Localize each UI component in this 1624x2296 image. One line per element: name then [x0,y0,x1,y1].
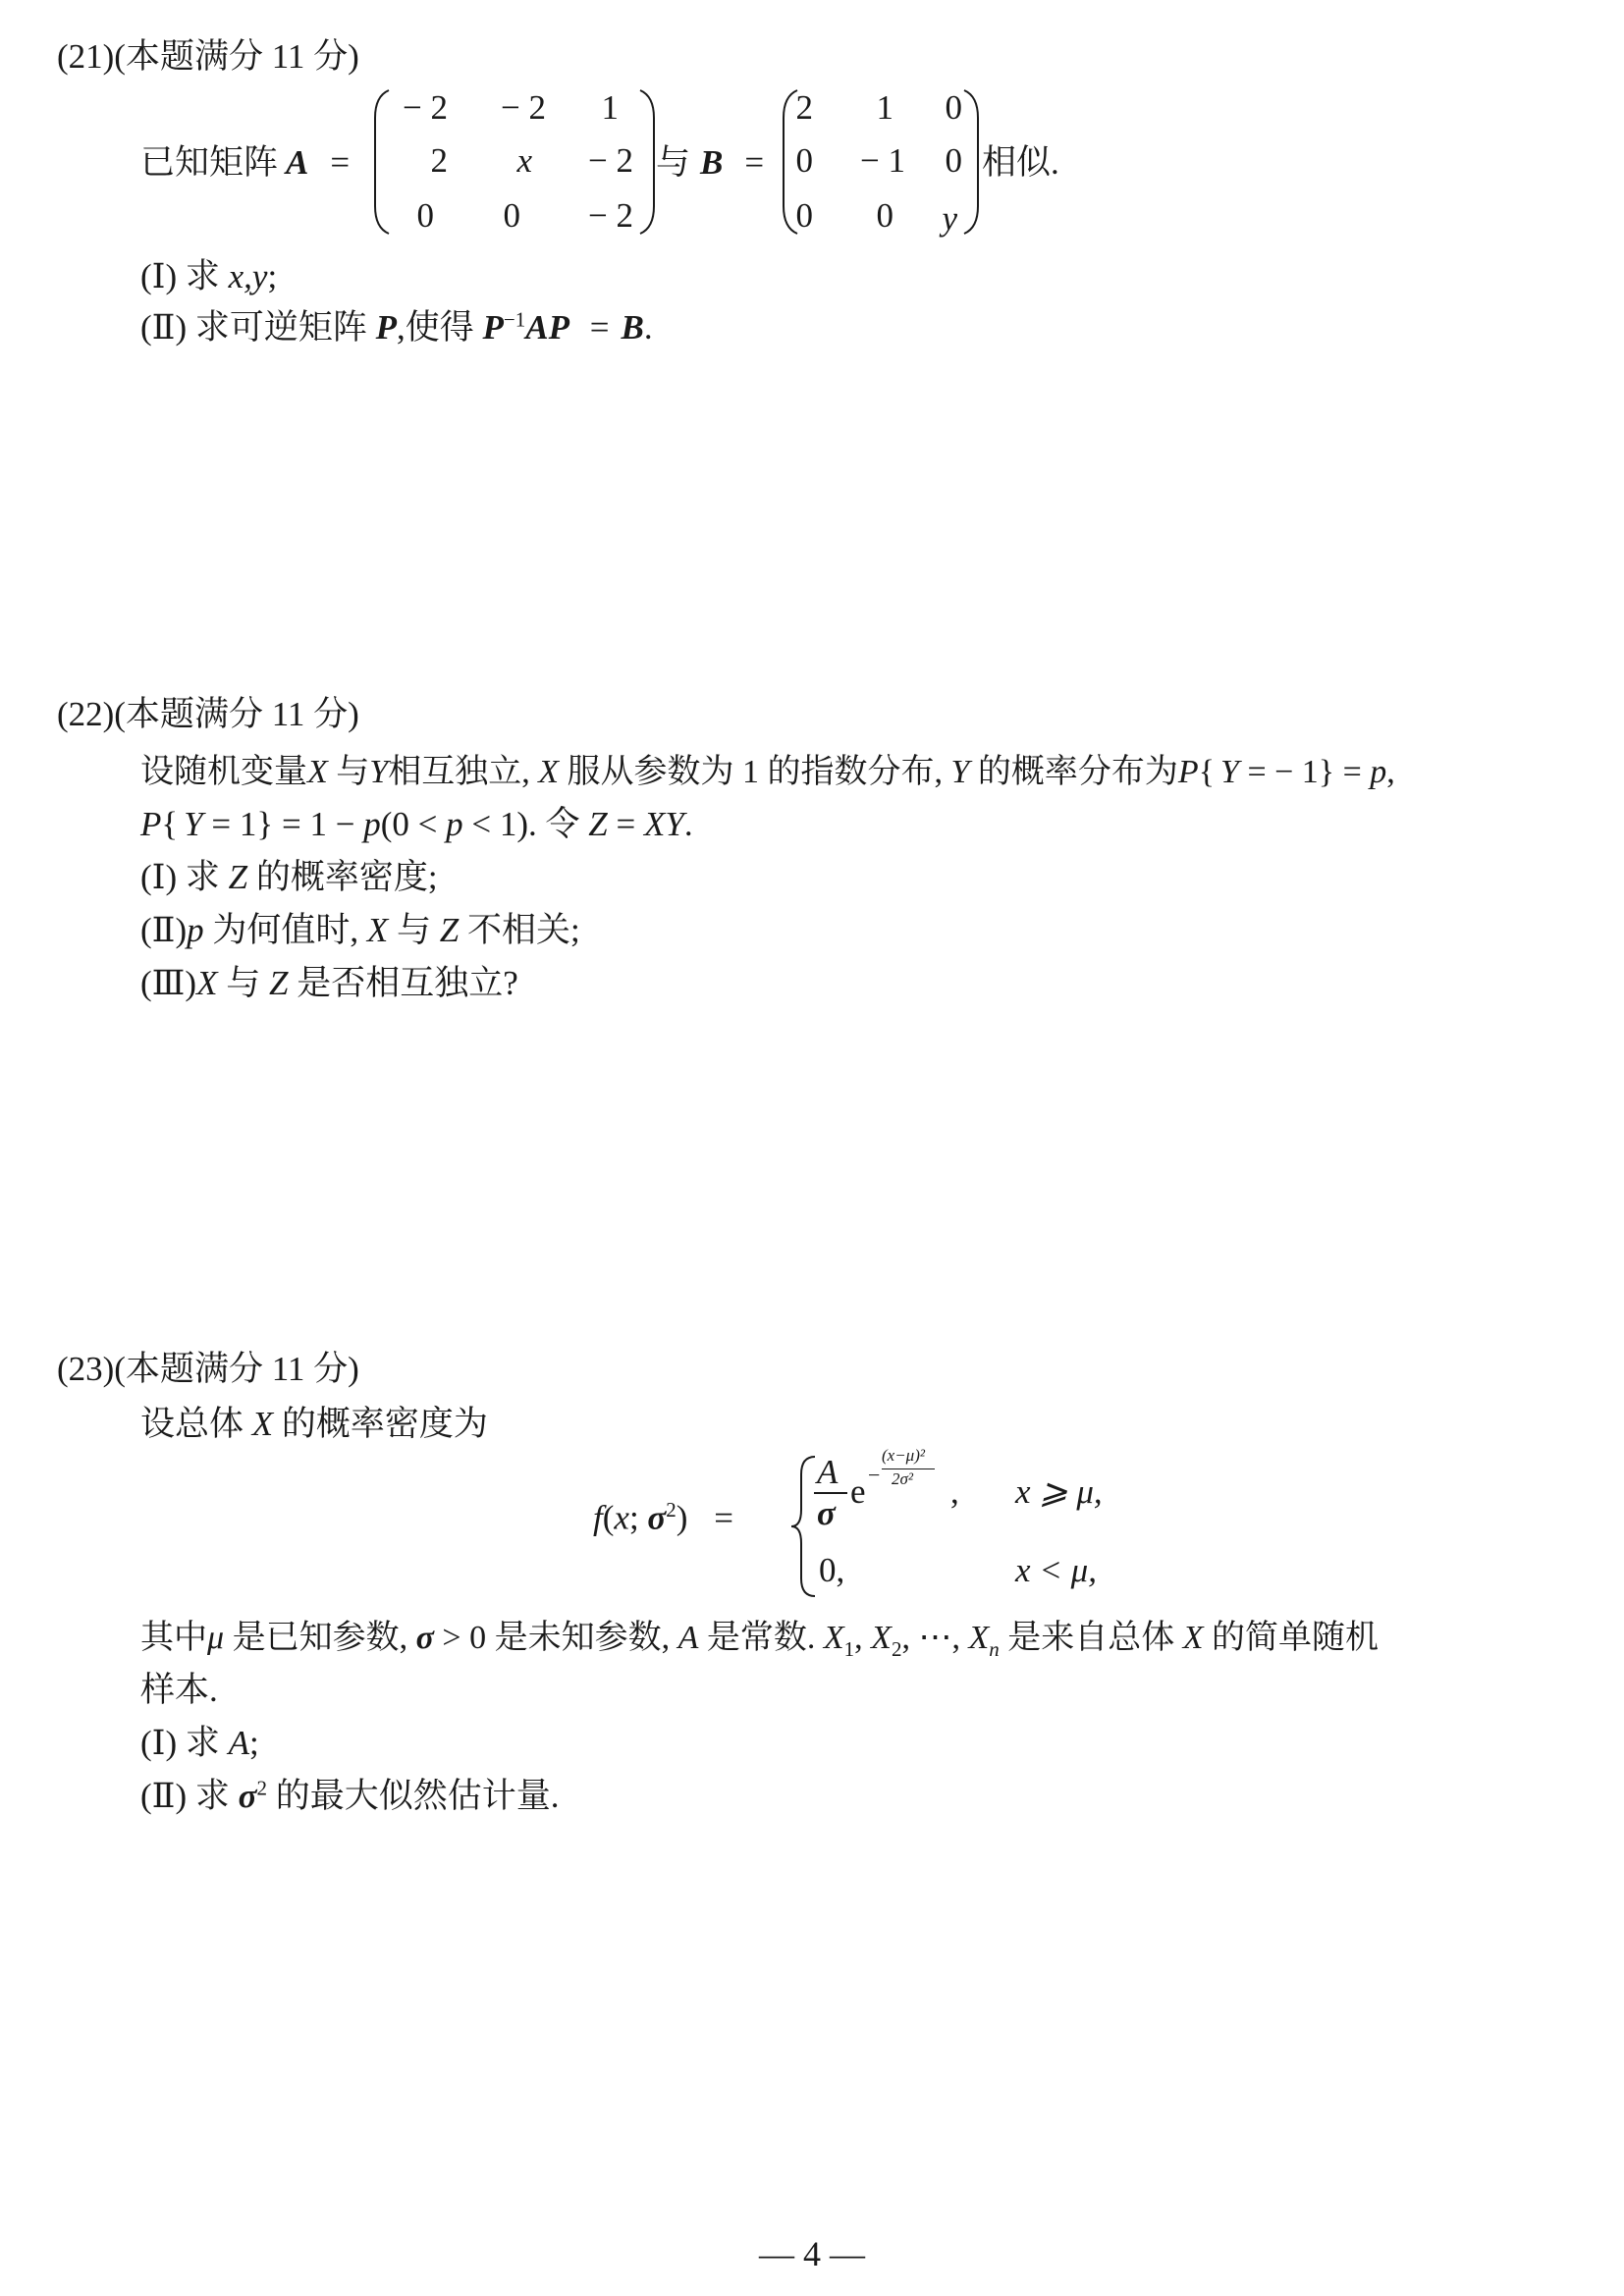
q21-end: 相似. [982,143,1059,182]
q21-part1-vars: x,y [228,257,268,295]
exp-minus: − [868,1463,881,1487]
matrix-p-label: P [375,308,397,347]
var-z: Z [228,858,248,896]
sample-x: X [823,1620,844,1656]
q22-text: (Ⅱ) [140,911,188,949]
formula-paren: ( [602,1498,615,1537]
q22-text: = 1} = 1 − [211,805,355,843]
q23-text: 其中 [140,1620,207,1656]
sigma-square: 2 [256,1776,267,1800]
q22-text: { [161,805,179,843]
matrix-a-cell: − 2 [403,88,448,127]
exp-denominator: 2σ² [892,1469,913,1488]
func-f: f [593,1498,603,1537]
var-p: p [1370,754,1387,790]
matrix-b-cell: 0 [945,141,962,180]
matrix-a-cell: 2 [430,141,448,180]
q23-text: ; [249,1724,259,1762]
matrix-b-right-paren [960,88,982,236]
matrix-a-cell: − 2 [501,88,546,127]
matrix-a-cell: 0 [503,196,520,235]
sample-x: X [871,1620,892,1656]
q21-part2-prefix: (Ⅱ) 求可逆矩阵 [140,308,367,347]
expr-b: B [621,308,644,347]
q22-text: < 1). 令 [471,805,580,843]
q23-text: 设总体 [140,1405,244,1443]
matrix-b-cell: 2 [795,88,813,127]
var-a: A [228,1724,250,1762]
sample-x: X [968,1620,990,1656]
frac-numerator-a: A [817,1453,839,1491]
q22-text: 不相关; [467,911,580,949]
subscript: 1 [843,1636,855,1661]
q23-text: 是常数. [706,1620,816,1656]
expr-end: . [643,308,653,347]
var-x: x [614,1498,629,1537]
matrix-a-cell: − 2 [588,141,633,180]
matrix-b-cell: 0 [876,196,893,235]
q23-line1 [140,1397,488,1446]
frac-denominator-sigma: σ [817,1494,836,1532]
q23-text: (Ⅰ) 求 [140,1724,220,1762]
var-x: X [1182,1620,1204,1656]
var-p-prob: P [1177,754,1199,790]
expr-p: P [482,308,504,347]
q22-text: 设随机变量 [140,754,307,790]
matrix-b-cell: 0 [795,196,813,235]
q21-intro [140,135,350,185]
q23-part2 [140,1769,560,1818]
expr-inverse-exp: −1 [503,307,526,332]
q23-text: 的概率密度为 [281,1405,488,1443]
q22-text: 服从参数为 1 的指数分布, [567,754,943,790]
case2-condition: x < μ, [1015,1551,1097,1589]
q22-part3 [140,956,518,1005]
matrix-a-cell: − 2 [588,196,633,235]
var-a: A [677,1620,699,1656]
q22-text: 与 [226,964,261,1002]
q22-text: 相互独立, [388,754,530,790]
q21-part2-mid: ,使得 [397,308,474,347]
var-p: p [363,805,381,843]
matrix-a-cell: 0 [416,196,434,235]
q23-text: (Ⅱ) 求 [140,1777,230,1815]
cases-brace [789,1455,819,1598]
case1-condition: x ⩾ μ, [1015,1472,1103,1511]
page-number: — 4 — [759,2234,865,2273]
var-p-prob: P [140,805,162,843]
var-x: X [307,754,328,790]
q22-text: 的概率密度; [255,858,438,896]
q21-part1 [140,249,277,298]
q21-intro-text: 已知矩阵 [140,143,279,182]
var-x: X [251,1405,274,1443]
q23-text: > 0 是未知参数, [442,1620,671,1656]
q22-text: = − 1} = [1247,754,1362,790]
exp-e: e [850,1472,866,1511]
q21-equals-b: = [744,143,765,182]
case2-value: 0, [819,1551,845,1589]
q22-part2 [140,903,580,952]
var-sigma: σ [647,1498,667,1537]
var-z: Z [439,911,460,949]
matrix-b-cell: 1 [876,88,893,127]
q21-equals-a: = [330,143,351,182]
var-z: Z [588,805,608,843]
q23-text: , [854,1620,863,1656]
q21-header: (21)(本题满分 11 分) [57,37,359,76]
var-x: X [366,911,389,949]
q23-text: , ⋯, [901,1620,960,1656]
var-p: p [446,805,463,843]
q22-line2 [140,797,693,846]
q22-header: (22)(本题满分 11 分) [57,695,359,733]
formula-paren: ) [676,1498,688,1537]
q23-line3: 样本. [140,1671,218,1709]
q23-line2 [140,1610,1379,1662]
q22-text: = [616,805,636,843]
var-xy: XY [643,805,684,843]
matrix-b-label: B [700,143,724,182]
q22-text: (Ⅰ) 求 [140,858,220,896]
q22-text: (0 < [380,805,438,843]
q23-text: 是来自总体 [1007,1620,1175,1656]
var-sigma: σ [415,1620,434,1656]
var-z: Z [268,964,289,1002]
q22-text: 是否相互独立? [297,964,518,1002]
matrix-a-right-paren [636,88,658,236]
q23-text: 的最大似然估计量. [275,1777,560,1815]
matrix-b-cell-y: y [942,199,957,238]
q22-text: 的概率分布为 [977,754,1178,790]
matrix-a-label: A [286,143,309,182]
subscript-n: n [989,1636,1000,1661]
subscript: 2 [891,1636,902,1661]
q22-text: 与 [397,911,432,949]
var-p: p [187,911,204,949]
matrix-a-cell: 1 [601,88,619,127]
case1-comma: , [950,1472,959,1511]
matrix-b-cell: 0 [795,141,813,180]
q22-text: . [683,805,693,843]
q21-part2 [140,300,653,349]
exp-numerator: (x−μ)² [882,1446,925,1465]
var-y: Y [184,805,203,843]
q21-mid-text: 与 [656,143,691,182]
q22-text: (Ⅲ) [140,964,197,1002]
q22-text: 与 [336,754,370,790]
var-sigma: σ [238,1777,257,1815]
var-y: Y [1220,754,1239,790]
q23-header: (23)(本题满分 11 分) [57,1350,359,1388]
matrix-b-cell: − 1 [860,141,905,180]
q23-text: 是已知参数, [232,1620,408,1656]
q22-part1 [140,850,438,899]
var-x: X [538,754,559,790]
q22-text: 为何值时, [212,911,359,949]
q22-text: , [1386,754,1395,790]
var-mu: μ [207,1620,225,1656]
matrix-a-cell-x: x [516,141,532,180]
formula-semicolon: ; [628,1498,639,1537]
expr-equals: = [589,308,610,347]
sigma-square: 2 [666,1498,677,1522]
var-y: Y [369,754,389,790]
q23-text: 的简单随机 [1212,1620,1379,1656]
q22-text: { [1198,754,1216,790]
formula-lhs [593,1498,733,1538]
expr-ap: AP [525,308,569,347]
q23-part1 [140,1716,259,1765]
var-y: Y [950,754,970,790]
var-x: X [196,964,218,1002]
q22-line1 [140,744,1395,792]
q21-part1-end: ; [267,257,278,295]
matrix-b-cell: 0 [945,88,962,127]
formula-equals: = [714,1498,733,1537]
q21-part1-prefix: (Ⅰ) 求 [140,257,220,295]
